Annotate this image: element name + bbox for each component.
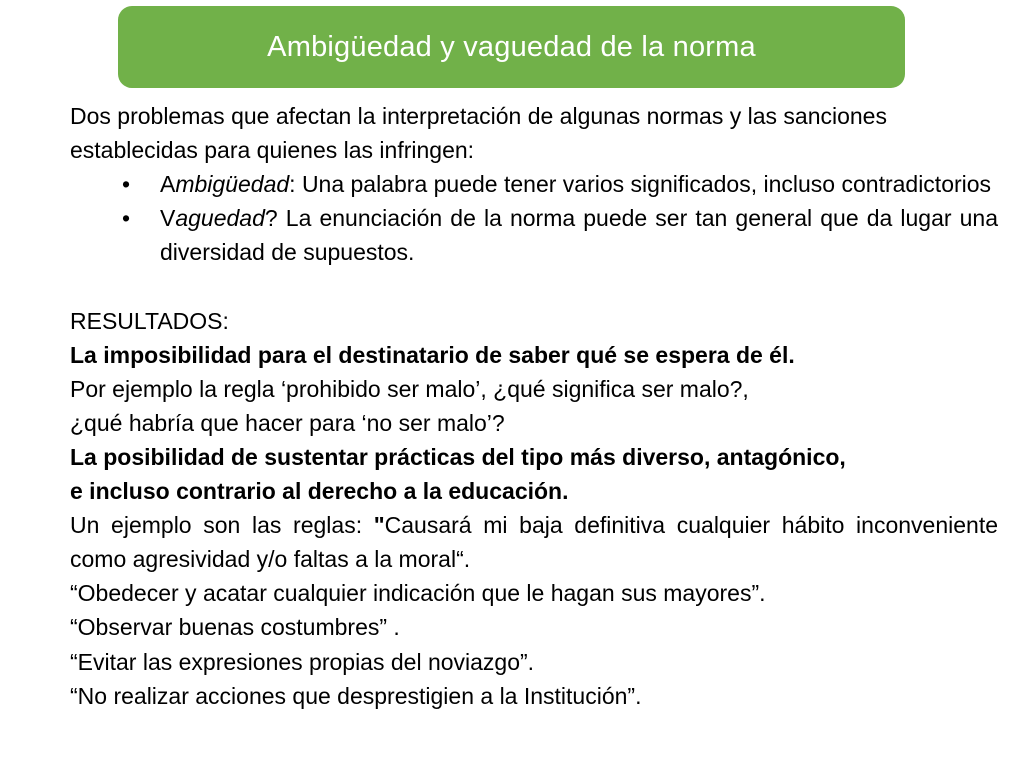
intro-paragraph: Dos problemas que afectan la interpretación de algunas normas y las sanciones establecidas para quienes las infringen: [70,103,887,164]
result-2-statement-line-1: La posibilidad de sustentar prácticas del tipo más diverso, antagónico, [70,443,846,470]
bullet-text-vaguedad: La enunciación de la norma puede ser tan general que da lugar una diversidad de supuestos. [160,205,998,266]
bullet-marker: • [122,205,131,232]
bullet-text-ambiguedad: Una palabra puede tener varios significados, incluso contradictorios [301,171,992,198]
result-1-example-line-1: Por ejemplo la regla ‘prohibido ser malo’, ¿qué significa ser malo?, [70,375,749,402]
result-2-example: Un ejemplo son las reglas: "Causará mi baja definitiva cualquier hábito inconveniente como agresividad y/o faltas a la moral“. [70,512,998,573]
bullet-list [70,167,998,269]
bullet-item-vaguedad [70,201,998,269]
title-banner [118,6,905,88]
rule-quote: “Observar buenas costumbres” . [70,614,400,641]
rule-quote: “No realizar acciones que desprestigien a la Institución”. [70,682,642,709]
results-heading: RESULTADOS: [70,307,229,334]
slide-body [70,99,998,713]
rule-quote: “Evitar las expresiones propias del noviazgo”. [70,648,535,675]
bullet-separator: ? [264,205,286,232]
bullet-marker: • [122,171,131,198]
bullet-term-vaguedad: aguedad [175,205,265,232]
bullet-first-letter: V [160,205,176,232]
bullet-item-ambiguedad [70,167,998,201]
result-1-example-line-2: ¿qué habría que hacer para ‘no ser malo’? [70,409,505,436]
rule-quote: “Obedecer y acatar cualquier indicación que le hagan sus mayores”. [70,580,766,607]
slide-title: Ambigüedad y vaguedad de la norma [267,30,756,63]
result-2-statement-line-2: e incluso contrario al derecho a la educación. [70,478,569,505]
result-1-statement: La imposibilidad para el destinatario de saber qué se espera de él. [70,341,795,368]
bullet-first-letter: A [160,171,176,198]
bullet-term-ambiguedad: mbigüedad [175,171,290,198]
bullet-separator: : [289,171,302,198]
blank-line [70,269,998,303]
